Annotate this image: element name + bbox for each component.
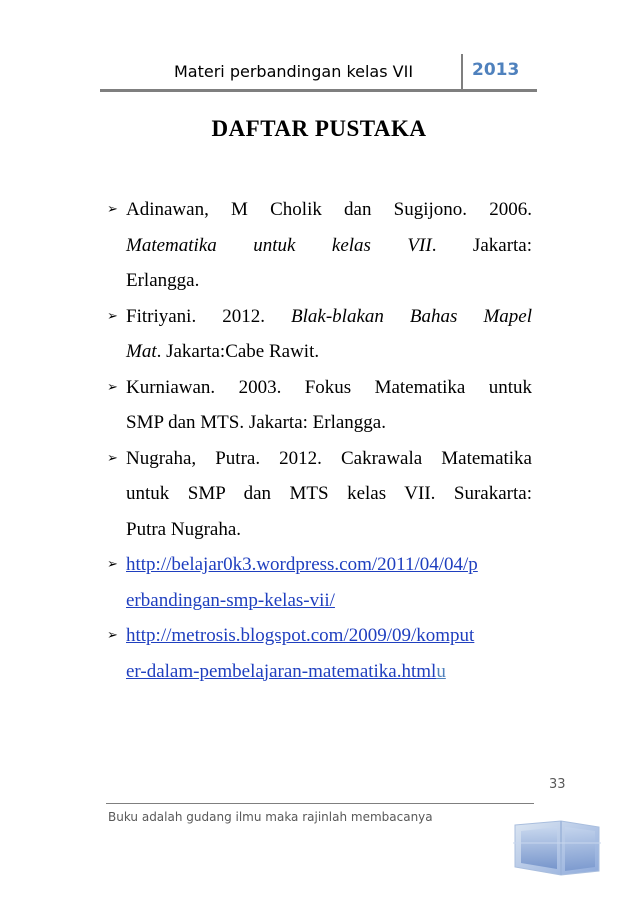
reference-link[interactable]: erbandingan-smp-kelas-vii/: [126, 589, 335, 611]
reference-line: [126, 370, 532, 406]
reference-text: Putra Nugraha.: [126, 518, 242, 540]
reference-line: [126, 228, 532, 264]
reference-link[interactable]: http://belajar0k3.wordpress.com/2011/04/04/p: [126, 554, 478, 575]
header-title: Materi perbandingan kelas VII: [174, 62, 414, 81]
reference-link[interactable]: er-dalam-pembelajaran-matematika.html: [126, 660, 437, 682]
link-tail: u: [436, 660, 446, 682]
footer-rule: [106, 803, 534, 804]
reference-text: Fitriyani. 2012.: [126, 305, 292, 327]
arrow-bullet-icon: ➢: [107, 202, 118, 217]
book-stack-icon: [513, 815, 601, 877]
header-divider: [461, 54, 463, 92]
reference-line: [126, 476, 532, 512]
reference-line: [126, 654, 532, 690]
reference-list: [109, 192, 532, 689]
reference-line: [126, 618, 532, 654]
header-rule: [100, 89, 537, 92]
reference-line: [126, 405, 532, 441]
reference-text: Kurniawan. 2003. Fokus Matematika untuk: [126, 376, 532, 398]
reference-item: [109, 547, 532, 618]
header-year: 2013: [472, 60, 520, 80]
reference-line: [126, 299, 532, 335]
reference-text: SMP dan MTS. Jakarta: Erlangga.: [126, 412, 386, 433]
reference-line: [126, 547, 532, 583]
reference-item: [109, 618, 532, 689]
reference-text: . Jakarta:Cabe Rawit.: [156, 341, 320, 362]
reference-line: [126, 334, 532, 370]
reference-item: [109, 192, 532, 299]
reference-title: Mat: [126, 341, 157, 362]
reference-text: . Jakarta:: [431, 234, 533, 256]
page-header: [0, 0, 638, 100]
reference-line: [126, 192, 532, 228]
reference-line: [126, 441, 532, 477]
reference-text: Erlangga.: [126, 270, 200, 291]
arrow-bullet-icon: ➢: [107, 450, 118, 466]
footer-text: Buku adalah gudang ilmu maka rajinlah membacanya: [108, 810, 433, 824]
reference-text: Adinawan, M Cholik dan Sugijono. 2006.: [126, 199, 532, 220]
reference-line: [126, 263, 532, 299]
reference-item: [109, 370, 532, 441]
reference-title: Matematika untuk kelas VII: [126, 234, 432, 256]
reference-text: untuk SMP dan MTS kelas VII. Surakarta:: [126, 483, 532, 504]
arrow-bullet-icon: ➢: [107, 557, 118, 572]
reference-line: [126, 583, 532, 619]
reference-link[interactable]: http://metrosis.blogspot.com/2009/09/komput: [126, 625, 475, 646]
arrow-bullet-icon: ➢: [107, 308, 118, 324]
reference-text: Nugraha, Putra. 2012. Cakrawala Matematika: [126, 447, 532, 469]
reference-line: [126, 512, 532, 548]
page-number: 33: [549, 777, 566, 792]
arrow-bullet-icon: ➢: [107, 628, 118, 643]
arrow-bullet-icon: ➢: [107, 379, 118, 395]
reference-title: Blak-blakan Bahas Mapel: [291, 305, 532, 327]
page-heading: DAFTAR PUSTAKA: [211, 116, 427, 141]
reference-item: [109, 441, 532, 548]
reference-item: [109, 299, 532, 370]
